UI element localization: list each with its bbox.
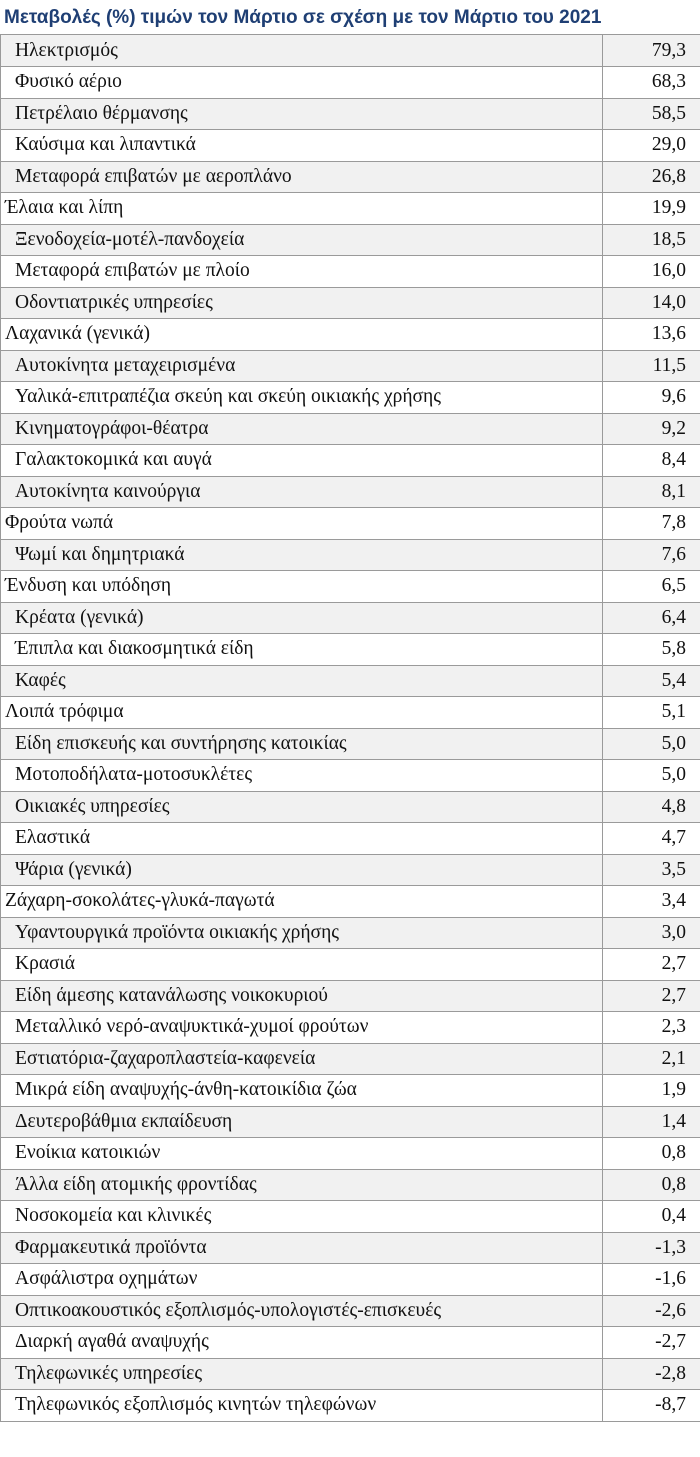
row-value: 14,0 — [603, 287, 700, 319]
table-row — [1, 319, 700, 351]
table-row — [1, 791, 700, 823]
row-label: Δευτεροβάθμια εκπαίδευση — [1, 1106, 603, 1138]
row-label: Νοσοκομεία και κλινικές — [1, 1201, 603, 1233]
row-value: 0,8 — [603, 1138, 700, 1170]
table-row — [1, 1043, 700, 1075]
row-value: 9,2 — [603, 413, 700, 445]
row-value: 0,8 — [603, 1169, 700, 1201]
row-value: 3,0 — [603, 917, 700, 949]
row-value: 5,0 — [603, 760, 700, 792]
table-row — [1, 1295, 700, 1327]
row-value: 29,0 — [603, 130, 700, 162]
table-row — [1, 760, 700, 792]
table-title: Μεταβολές (%) τιμών τον Μάρτιο σε σχέση με τον Μάρτιο του 2021 — [0, 0, 700, 35]
table-row — [1, 1390, 700, 1422]
row-label: Οπτικοακουστικός εξοπλισμός-υπολογιστές-επισκευές — [1, 1295, 603, 1327]
row-label: Μεταλλικό νερό-αναψυκτικά-χυμοί φρούτων — [1, 1012, 603, 1044]
table-row — [1, 476, 700, 508]
table-row — [1, 1012, 700, 1044]
row-label: Γαλακτοκομικά και αυγά — [1, 445, 603, 477]
row-label: Τηλεφωνικός εξοπλισμός κινητών τηλεφώνων — [1, 1390, 603, 1422]
table-row — [1, 1075, 700, 1107]
row-value: 2,7 — [603, 949, 700, 981]
row-value: 68,3 — [603, 67, 700, 99]
table-row — [1, 193, 700, 225]
row-value: 58,5 — [603, 98, 700, 130]
row-label: Διαρκή αγαθά αναψυχής — [1, 1327, 603, 1359]
table-row — [1, 67, 700, 99]
row-value: 5,0 — [603, 728, 700, 760]
row-value: 5,8 — [603, 634, 700, 666]
table-row — [1, 256, 700, 288]
row-value: 8,4 — [603, 445, 700, 477]
row-value: 11,5 — [603, 350, 700, 382]
row-label: Αυτοκίνητα καινούργια — [1, 476, 603, 508]
row-label: Άλλα είδη ατομικής φροντίδας — [1, 1169, 603, 1201]
row-value: -1,6 — [603, 1264, 700, 1296]
row-value: 16,0 — [603, 256, 700, 288]
table-row — [1, 728, 700, 760]
row-label: Ενοίκια κατοικιών — [1, 1138, 603, 1170]
row-value: 4,8 — [603, 791, 700, 823]
row-label: Καύσιμα και λιπαντικά — [1, 130, 603, 162]
row-value: 0,4 — [603, 1201, 700, 1233]
row-label: Λοιπά τρόφιμα — [1, 697, 603, 729]
row-label: Οικιακές υπηρεσίες — [1, 791, 603, 823]
row-value: 9,6 — [603, 382, 700, 414]
table-row — [1, 571, 700, 603]
row-label: Φαρμακευτικά προϊόντα — [1, 1232, 603, 1264]
row-label: Φυσικό αέριο — [1, 67, 603, 99]
row-value: 7,8 — [603, 508, 700, 540]
row-label: Μοτοποδήλατα-μοτοσυκλέτες — [1, 760, 603, 792]
row-value: -2,6 — [603, 1295, 700, 1327]
table-row — [1, 350, 700, 382]
table-row — [1, 854, 700, 886]
row-value: 13,6 — [603, 319, 700, 351]
table-row — [1, 634, 700, 666]
row-label: Ένδυση και υπόδηση — [1, 571, 603, 603]
row-value: 7,6 — [603, 539, 700, 571]
row-label: Κρέατα (γενικά) — [1, 602, 603, 634]
row-value: 4,7 — [603, 823, 700, 855]
table-row — [1, 917, 700, 949]
table-row — [1, 665, 700, 697]
row-label: Αυτοκίνητα μεταχειρισμένα — [1, 350, 603, 382]
row-label: Ψωμί και δημητριακά — [1, 539, 603, 571]
row-label: Ψάρια (γενικά) — [1, 854, 603, 886]
row-value: 3,5 — [603, 854, 700, 886]
row-value: 19,9 — [603, 193, 700, 225]
row-value: 18,5 — [603, 224, 700, 256]
table-row — [1, 1169, 700, 1201]
table-row — [1, 980, 700, 1012]
table-row — [1, 1327, 700, 1359]
row-value: 26,8 — [603, 161, 700, 193]
table-row — [1, 602, 700, 634]
row-label: Υφαντουργικά προϊόντα οικιακής χρήσης — [1, 917, 603, 949]
table-body — [1, 35, 700, 1421]
table-row — [1, 697, 700, 729]
table-row — [1, 949, 700, 981]
row-label: Ελαστικά — [1, 823, 603, 855]
row-label: Μεταφορά επιβατών με αεροπλάνο — [1, 161, 603, 193]
row-label: Ασφάλιστρα οχημάτων — [1, 1264, 603, 1296]
row-value: 1,9 — [603, 1075, 700, 1107]
row-label: Είδη επισκευής και συντήρησης κατοικίας — [1, 728, 603, 760]
row-label: Κρασιά — [1, 949, 603, 981]
row-label: Μικρά είδη αναψυχής-άνθη-κατοικίδια ζώα — [1, 1075, 603, 1107]
row-label: Φρούτα νωπά — [1, 508, 603, 540]
table-row — [1, 886, 700, 918]
row-label: Τηλεφωνικές υπηρεσίες — [1, 1358, 603, 1390]
row-value: -2,7 — [603, 1327, 700, 1359]
table-row — [1, 1358, 700, 1390]
table-row — [1, 224, 700, 256]
row-label: Ηλεκτρισμός — [1, 35, 603, 67]
data-table — [0, 35, 700, 1422]
row-label: Είδη άμεσης κατανάλωσης νοικοκυριού — [1, 980, 603, 1012]
row-label: Πετρέλαιο θέρμανσης — [1, 98, 603, 130]
row-value: -1,3 — [603, 1232, 700, 1264]
table-row — [1, 98, 700, 130]
row-label: Ξενοδοχεία-μοτέλ-πανδοχεία — [1, 224, 603, 256]
row-value: 5,4 — [603, 665, 700, 697]
row-label: Οδοντιατρικές υπηρεσίες — [1, 287, 603, 319]
row-value: 79,3 — [603, 35, 700, 67]
row-label: Λαχανικά (γενικά) — [1, 319, 603, 351]
row-value: 1,4 — [603, 1106, 700, 1138]
row-value: 2,1 — [603, 1043, 700, 1075]
row-label: Έπιπλα και διακοσμητικά είδη — [1, 634, 603, 666]
table-row — [1, 161, 700, 193]
table-row — [1, 130, 700, 162]
table-row — [1, 539, 700, 571]
row-value: 6,4 — [603, 602, 700, 634]
row-value: 5,1 — [603, 697, 700, 729]
table-row — [1, 1232, 700, 1264]
row-value: -8,7 — [603, 1390, 700, 1422]
row-value: 8,1 — [603, 476, 700, 508]
table-row — [1, 35, 700, 67]
table-row — [1, 287, 700, 319]
row-label: Έλαια και λίπη — [1, 193, 603, 225]
row-value: 2,7 — [603, 980, 700, 1012]
table-row — [1, 823, 700, 855]
row-label: Μεταφορά επιβατών με πλοίο — [1, 256, 603, 288]
table-row — [1, 445, 700, 477]
row-label: Κινηματογράφοι-θέατρα — [1, 413, 603, 445]
row-value: -2,8 — [603, 1358, 700, 1390]
row-label: Εστιατόρια-ζαχαροπλαστεία-καφενεία — [1, 1043, 603, 1075]
table-row — [1, 1264, 700, 1296]
table-row — [1, 1201, 700, 1233]
table-row — [1, 413, 700, 445]
table-row — [1, 508, 700, 540]
row-value: 6,5 — [603, 571, 700, 603]
row-label: Υαλικά-επιτραπέζια σκεύη και σκεύη οικιακής χρήσης — [1, 382, 603, 414]
table-row — [1, 382, 700, 414]
row-label: Ζάχαρη-σοκολάτες-γλυκά-παγωτά — [1, 886, 603, 918]
row-value: 2,3 — [603, 1012, 700, 1044]
row-value: 3,4 — [603, 886, 700, 918]
row-label: Καφές — [1, 665, 603, 697]
table-row — [1, 1106, 700, 1138]
table-row — [1, 1138, 700, 1170]
